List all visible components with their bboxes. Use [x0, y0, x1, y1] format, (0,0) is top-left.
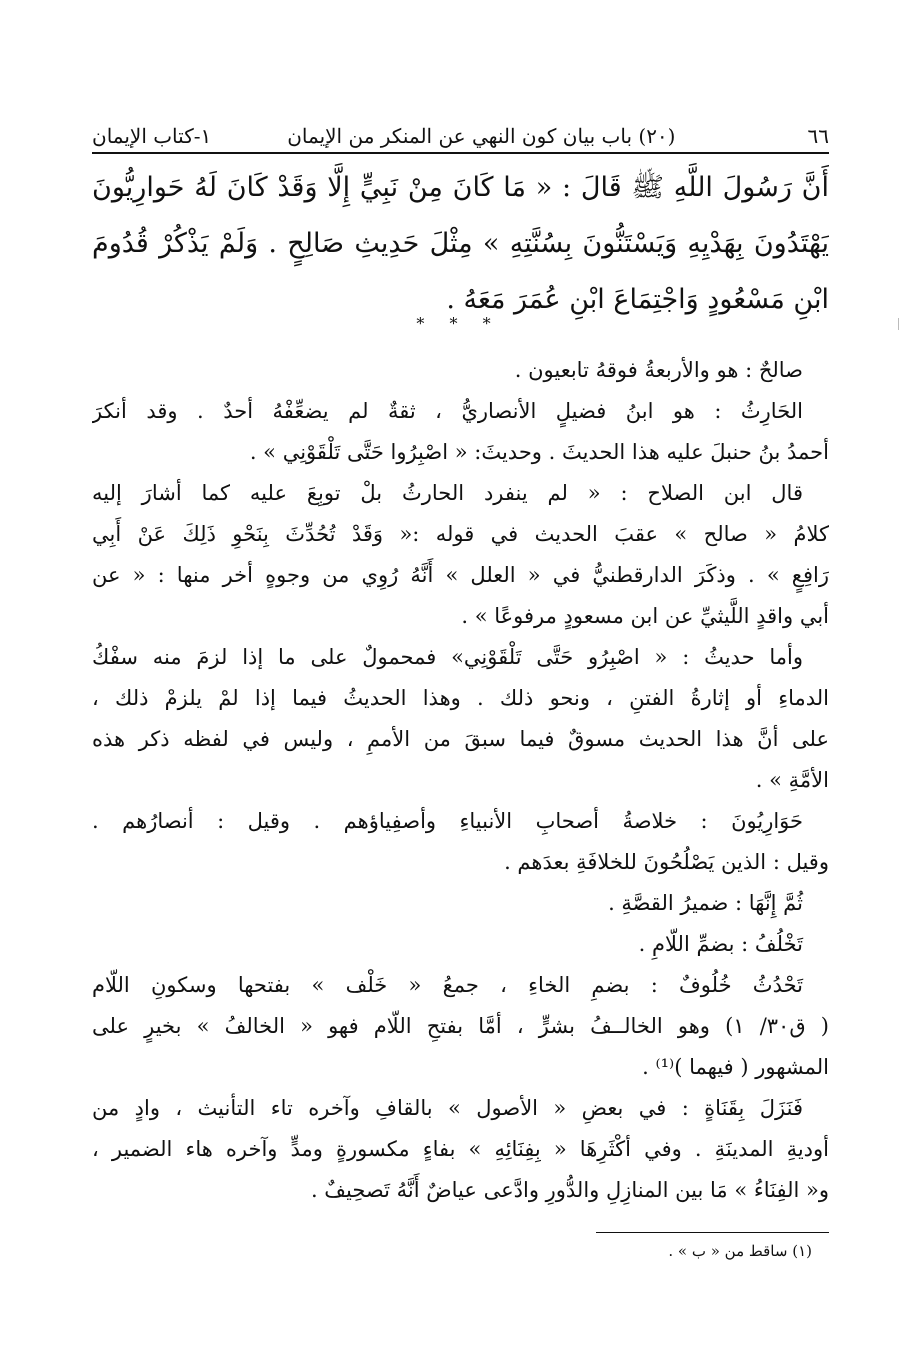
hadith-line: ابْنِ مَسْعُودٍ وَاجْتِمَاعَ ابْنِ عُمَرَ مَعَهُ . — [446, 284, 829, 315]
commentary-line: أبي واقدٍ اللَّيثيِّ عن ابن مسعودٍ مرفوعًا » . — [461, 604, 829, 628]
commentary-line: رَافِعٍ » . وذكَرَ الدارقطنيُّ في « العلل » أَنَّهُ رُوِي من وجوهٍ أخر منها : « عن — [92, 563, 829, 587]
hadith-line: يَهْتَدُونَ بِهَدْيِهِ وَيَسْتَنُّونَ بِسُنَّتِهِ » مِثْلَ حَدِيثِ صَالِحٍ . وَلَمْ يَذْكُرْ قُدُومَ — [92, 228, 829, 259]
commentary-line: الدماءِ أو إثارةُ الفتنِ ، ونحو ذلك . وهذا الحديثُ فيما إذا لمْ يلزمْ ذلك ، — [92, 686, 829, 710]
commentary-line: حَوَارِيُونَ : خلاصةُ أصحابِ الأنبياءِ وأصفِياؤهم . وقيل : أنصارُهم . — [92, 809, 803, 833]
hadith-line: أَنَّ رَسُولَ اللَّهِ ﷺ قَالَ : « مَا كَانَ مِنْ نَبِيٍّ إِلَّا وَقَدْ كَانَ لَهُ حَوارِيُّونَ — [92, 172, 829, 203]
commentary-line: تَخْلُفُ : بضمِّ اللّامِ . — [638, 932, 803, 956]
commentary-line: قال ابن الصلاح : « لم ينفرد الحارثُ بلْ توبِعَ عليه كما أشارَ إليه — [92, 481, 803, 505]
running-header — [92, 112, 829, 148]
commentary-line: وأما حديثُ : « اصْبِرُو حَتَّى تَلْقَوْنِي» فمحمولٌ على ما إذا لزمَ منه سفْكُ — [92, 645, 803, 669]
hadith-text — [92, 160, 829, 328]
commentary-line: أوديةِ المدينَةِ . وفي أكْثَرِهَا « بِفِنَائِهِ » بفاءٍ مكسورةٍ ومدٍّ وآخره هاء الضمير ، — [92, 1137, 829, 1161]
commentary — [92, 350, 829, 1211]
commentary-line: فَنَزَلَ بِقَنَاةٍ : في بعضِ « الأصول » بالقافِ وآخره تاء التأنيث ، وادٍ من — [92, 1096, 803, 1120]
commentary-line: تَحْدُثُ خُلُوفٌ : بضمِ الخاءِ ، جمعُ « خَلْف » بفتحها وسكونِ اللّام — [92, 973, 803, 997]
section-separator: * * * — [416, 314, 501, 333]
commentary-line: ثُمَّ إِنَّهَا : ضميرُ القصَّةِ . — [608, 891, 803, 915]
commentary-line: على أنَّ هذا الحديث مسوقٌ فيما سبقَ من الأممِ ، وليس في لفظه ذكر هذه — [92, 727, 829, 751]
commentary-line: الأمَّةِ » . — [755, 768, 829, 792]
commentary-line: وقيل : الذين يَصْلُحُونَ للخلافَةِ بعدَهم . — [504, 850, 829, 874]
commentary-line: الحَارِثُ : هو ابنُ فضيلٍ الأنصاريُّ ، ثقةٌ لم يضعِّفْهُ أحدٌ . وقد أنكرَ — [92, 399, 803, 423]
chapter-title: (٢٠) باب بيان كون النهي عن المنكر من الإيمان — [287, 124, 676, 148]
commentary-line: أحمدُ بنُ حنبلَ عليه هذا الحديثَ . وحديثَ: « اصْبِرُوا حَتَّى تَلْقَوْنِي » . — [249, 440, 829, 464]
commentary-line: كلامُ « صالح » عقبَ الحديث في قوله :« وَقَدْ تُحُدِّثَ بِنَحْوِ ذَلِكَ عَنْ أَبِي — [92, 522, 829, 546]
page-number: ٦٦ — [807, 124, 829, 148]
footnote-rule — [596, 1232, 829, 1233]
commentary-line: و« الفِنَاءُ » مَا بين المنازِلِ والدُّورِ وادَّعى عياضٌ أَنَّهُ تَصحِيفٌ . — [310, 1178, 829, 1202]
footnote: (١) ساقط من « ب » . — [668, 1242, 812, 1260]
book-title: ١-كتاب الإيمان — [92, 124, 212, 148]
commentary-line: المشهور ( فيهما )⁽¹⁾ . — [642, 1055, 829, 1079]
margin-mark — [898, 318, 899, 330]
commentary-line: ( ق٣٠/ ١) وهو الخالــفُ بشرٍّ ، أمَّا بفتحِ اللّام فهو « الخالفُ » بخيرٍ على — [92, 1014, 829, 1038]
header-rule — [92, 152, 829, 154]
commentary-line: صالحٌ : هو والأربعةُ فوقهُ تابعيون . — [514, 358, 803, 382]
